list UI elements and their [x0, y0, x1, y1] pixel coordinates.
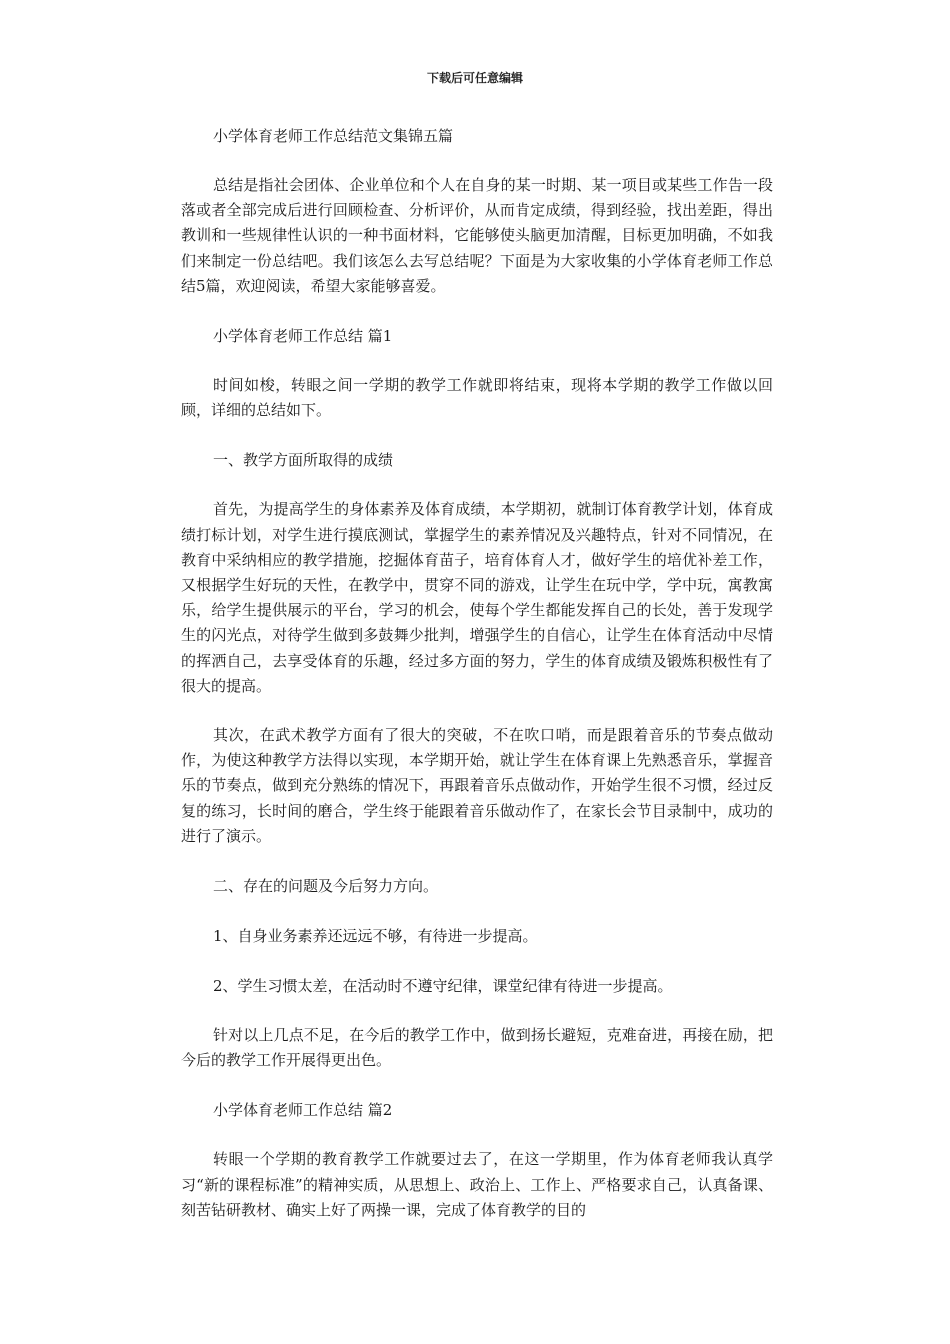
- paragraph: 其次，在武术教学方面有了很大的突破，不在吹口哨，而是跟着音乐的节奏点做动作，为使这种教学方法得以实现，本学期开始，就让学生在体育课上先熟悉音乐，掌握音乐的节奏点，做到充分熟练的情况下，再跟着音乐点做动作，开始学生很不习惯，经过反复的练习，长时间的磨合，学生终于能跟着音乐做动作了，在家长会节目录制中，成功的进行了演示。: [181, 726, 773, 845]
- list-item: 2、学生习惯太差，在活动时不遵守纪律，课堂纪律有待进一步提高。: [213, 977, 673, 996]
- paragraph: 转眼一个学期的教育教学工作就要过去了，在这一学期里，作为体育老师我认真学习“新的课程标准”的精神实质，从思想上、政治上、工作上、严格要求自己，认真备课、刻苦钻研教材、确实上好了两操一课，完成了体育教学的目的: [181, 1150, 773, 1219]
- document-body: [181, 123, 773, 1247]
- paragraph: 针对以上几点不足，在今后的教学工作中，做到扬长避短，克难奋进，再接在励，把今后的教学工作开展得更出色。: [181, 1026, 773, 1070]
- section-heading-part2: 小学体育老师工作总结 篇2: [213, 1101, 393, 1120]
- download-note: 下载后可任意编辑: [426, 71, 523, 85]
- paragraph: 首先，为提高学生的身体素养及体育成绩，本学期初，就制订体育教学计划，体育成绩打标计划，对学生进行摸底测试，掌握学生的素养情况及兴趣特点，针对不同情况，在教育中采纳相应的教学措施，挖掘体育苗子，培育体育人才，做好学生的培优补差工作，又根据学生好玩的天性，在教学中，贯穿不同的游戏，让学生在玩中学，学中玩，寓教寓乐，给学生提供展示的平台，学习的机会，使每个学生都能发挥自己的长处，善于发现学生的闪光点，对待学生做到多鼓舞少批判，增强学生的自信心，让学生在体育活动中尽情的挥洒自己，去享受体育的乐趣，经过多方面的努力，学生的体育成绩及锻炼积极性有了很大的提高。: [181, 500, 773, 695]
- intro-paragraph: 总结是指社会团体、企业单位和个人在自身的某一时期、某一项目或某些工作告一段落或者全部完成后进行回顾检查、分析评价，从而肯定成绩，得到经验，找出差距，得出教训和一些规律性认识的一种书面材料，它能够使头脑更加清醒，目标更加明确，不如我们来制定一份总结吧。我们该怎么去写总结呢？下面是为大家收集的小学体育老师工作总结5篇，欢迎阅读，希望大家能够喜爱。: [181, 176, 773, 295]
- paragraph: 时间如梭，转眼之间一学期的教学工作就即将结束，现将本学期的教学工作做以回顾，详细的总结如下。: [181, 376, 773, 420]
- document-title: 小学体育老师工作总结范文集锦五篇: [213, 127, 454, 145]
- section-heading-part1: 小学体育老师工作总结 篇1: [213, 327, 393, 346]
- subheading-achievements: 一、教学方面所取得的成绩: [213, 451, 394, 470]
- subheading-problems: 二、存在的问题及今后努力方向。: [213, 877, 439, 896]
- list-item: 1、自身业务素养还远远不够，有待进一步提高。: [213, 927, 538, 946]
